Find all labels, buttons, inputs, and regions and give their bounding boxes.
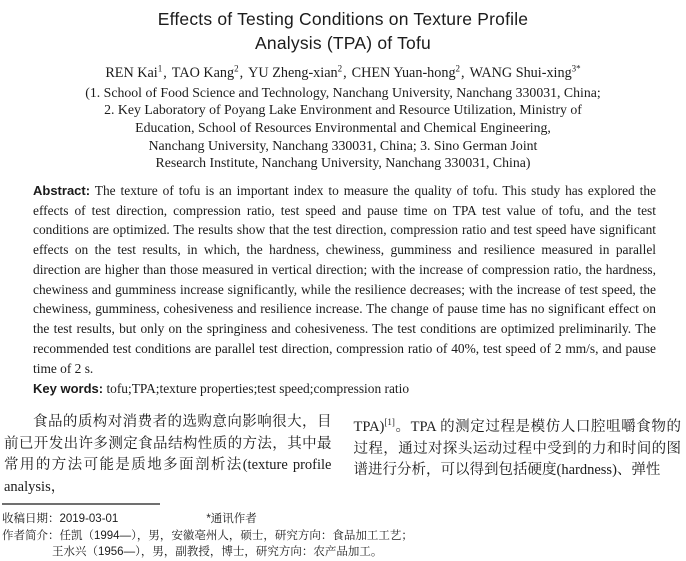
body-right-text: TPA) [353,419,385,436]
footnote-divider [2,503,160,505]
author-name: TAO Kang$^2$ [171,63,239,81]
abstract-text: The texture of tofu is an important index to measure the quality of tofu. This study has explored the effects of test direction, compression ratio, test speed and pause time on TPA test value of tofu, and the test conditions are optimized. The results show that the test direction, compression ratio and test speed have significant effects on the test results, in which, the hardness, chewiness, gumminess and resilience measured in parallel direction are higher than those measured in vertical direction; with the increase of compression ratio, the hardness, chewiness and gumminess increase significantly, while the resilience decreases; with the increase of test speed, the chewiness, gumminess, cohesiveness and resilience increase. The change of pause time has no significant effect on the test results, but only on the springiness and cohesiveness. The test conditions are optimized preliminarily. The recommended test conditions are parallel test direction, compression ratio of 40%, test speed of 2 mm/s, and pause time of 2 s. [33,182,657,376]
affiliation-line: Research Institute, Nanchang University, Nanchang 330031, China) [155,155,531,171]
bio-text-1: 任凯（1994—），男，安徽亳州人，硕士，研究方向：食品加工工艺； [59,529,413,542]
affiliation-line: Education, School of Resources Environmental and Chemical Engineering, [135,119,551,135]
abstract-label: Abstract: [33,182,91,198]
paper-title-line1: Effects of Testing Conditions on Texture Profile [157,9,529,29]
corresponding-author-note: *通讯作者 [206,513,257,526]
author-separator: , [239,64,244,81]
footnote-block [2,511,686,561]
footnote-bio-line1 [2,528,686,545]
bio-label: 作者简介： [2,529,60,542]
author-affil-sup: 2 [337,63,343,73]
author-affil-sup: 3* [571,63,581,73]
received-date-label: 收稿日期： [2,513,60,526]
body-two-columns [4,412,681,498]
footnote-received-line [2,511,686,528]
author-name: YU Zheng-xian$^2$ [248,63,343,81]
author-separator: , [343,64,347,81]
bio-text-2: 王水兴（1956—），男，副教授，博士，研究方向：农产品加工。 [52,546,383,559]
keywords-label: Key words: [33,380,104,396]
author-name: CHEN Yuan-hong$^2$ [351,63,461,81]
received-date-value: 2019-03-01 [59,513,119,526]
body-column-right [354,412,682,498]
paper-title-line2: Analysis (TPA) of Tofu [255,33,431,53]
keywords-text: tofu;TPA;texture properties;test speed;compression ratio [106,380,410,396]
affiliation-line: Nanchang University, Nanchang 330031, China; 3. Sino German Joint [148,137,538,153]
author-separator: , [461,64,465,81]
affiliation-block [0,84,686,172]
affiliation-line: (1. School of Food Science and Technology, Nanchang University, Nanchang 330031, China; [85,84,601,100]
paper-title [0,7,686,55]
body-column-left: 食品的质构对消费者的选购意向影响很大，目前已开发出许多测定食品结构性质的方法，其中最常用的方法可能是质地多面剖析法(texture profile analysis， [4,414,332,495]
author-affil-sup: 2 [455,63,461,73]
affiliation-line: 2. Key Laboratory of Poyang Lake Environment and Resource Utilization, Ministry of [104,102,582,118]
author-separator: , [163,64,167,81]
author-name: WANG Shui-xing$^{3*}$ [469,63,581,81]
author-list [0,59,686,82]
body-right-text: 。TPA 的测定过程是模仿人口腔咀嚼食物的过程，通过对探头运动过程中受到的力和时间的图谱进行分析，可以得到包括硬度(hardness)、弹性 [353,419,681,479]
keywords-line [33,379,656,399]
abstract-paragraph [33,181,656,379]
author-affil-sup: 1 [157,63,163,73]
citation-superscript: [1] [384,417,395,428]
footnote-bio-line2 [2,544,686,561]
author-affil-sup: 2 [234,63,239,73]
author-name: REN Kai$^1$ [105,63,163,81]
